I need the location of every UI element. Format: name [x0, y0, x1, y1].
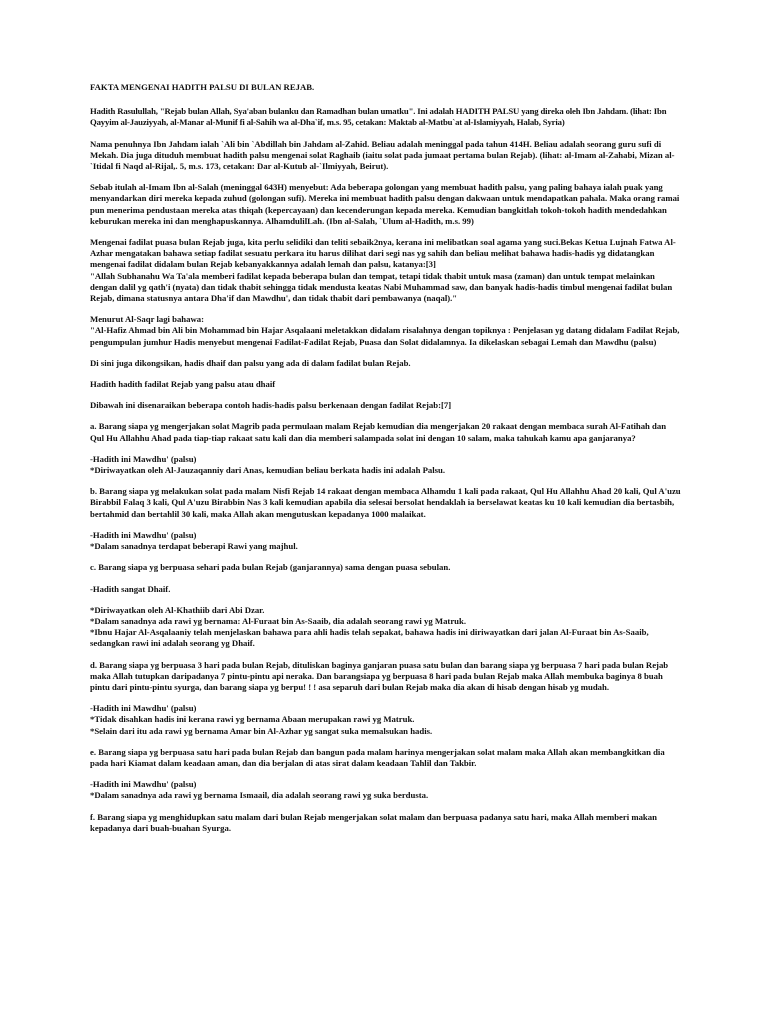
- document-title: FAKTA MENGENAI HADITH PALSU DI BULAN REJAB.: [90, 82, 315, 92]
- list-item: a. Barang siapa yg mengerjakan solat Magrib pada permulaan malam Rejab kemudian dia mengerjakan 20 rakaat dengan membaca surah Al-Fatihah dan Qul Hu Allahhu Ahad pada tiap-tiap rakaat satu kali dan dia memberi salampada solat ini dengan 10 salam, maka tahukah kamu apa ganjaranya?: [90, 421, 667, 443]
- list-item: f. Barang siapa yg menghidupkan satu malam dari bulan Rejab mengerjakan solat malam dan berpuasa padanya satu hari, maka Allah memberi makan kepadanya dari buah-buahan Syurga.: [90, 811, 657, 833]
- paragraph: Hadith Rasulullah, "Rejab bulan Allah, Sya'aban bulanku dan Ramadhan bulan umatku". Ini adalah HADITH PALSU yang direka oleh Ibn Jahdam. (lihat: Ibn Qayyim al-Jauziyyah, al-Manar al-Munif fi al-Sahih wa al-Dha`if, m.s. 95, cetakan: Maktab al-Matbu`at al-Islamiyyah, Halab, Syria): [90, 106, 667, 128]
- paragraph: Di sini juga dikongsikan, hadis dhaif dan palsu yang ada di dalam fadilat bulan Rejab.: [90, 357, 411, 368]
- paragraph: Dibawah ini disenaraikan beberapa contoh hadis-hadis palsu berkenaan dengan fadilat Rejab:[7]: [90, 400, 452, 411]
- list-item: e. Barang siapa yg berpuasa satu hari pada bulan Rejab dan bangun pada malam harinya mengerjakan solat malam maka Allah akan membangkitkan dia pada hari Kiamat dalam keadaan aman, dan dia berjalan di atas sirat dalam keadaan Tahlil dan Takbir.: [90, 746, 665, 768]
- section-heading: Hadith hadith fadilat Rejab yang palsu atau dhaif: [90, 379, 276, 390]
- document-body: [90, 82, 682, 844]
- list-item: d. Barang siapa yg berpuasa 3 hari pada bulan Rejab, dituliskan baginya ganjaran puasa satu bulan dan barang siapa yg berpuasa 7 hari pada bulan Rejab maka Allah tutupkan daripadanya 7 pintu-pintu api neraka. Dan barangsiapa yg berpuasa 8 hari pada bulan Rejab maka Allah membuka baginya 8 buah pintu dari pintu-pintu syurga, dan barang siapa yg berpu! ! ! asa separuh dari bulan Rejab maka dia akan di hisab dengan hisab yg mudah.: [90, 659, 669, 692]
- paragraph: Sebab itulah al-Imam Ibn al-Salah (meninggal 643H) menyebut: Ada beberapa golongan yang membuat hadith palsu, yang paling bahaya ialah puak yang menyandarkan diri mereka kepada zuhud (golongan sufi). Mereka ini membuat hadith palsu dengan dakwaan untuk mendapatkan pahala. Maka orang ramai pun menerima pendustaan mereka atas thiqah (kepercayaan) dan kecenderungan kepada mereka. Kemudian bangkitlah tokoh-tokoh hadith mendedahkan keburukan mereka ini dan menghapuskannya. AlhamdulilLah. (Ibn al-Salah, `Ulum al-Hadith, m.s. 99): [90, 182, 680, 226]
- hadith-status: -Hadith ini Mawdhu' (palsu) *Dalam sanadnya ada rawi yg bernama Ismaail, dia adalah seorang rawi yg suka berdusta.: [90, 779, 429, 801]
- paragraph: Menurut Al-Saqr lagi bahawa: "Al-Hafiz Ahmad bin Ali bin Mohammad bin Hajar Asqalaani meletakkan didalam risalahnya dengan topiknya : Penjelasan yg datang didalam Fadilat Rejab, pengumpulan jumhur Hadis menyebut mengenai Fadilat-Fadilat Rejab, Puasa dan Solat didalamnya. Ia dikelaskan sebagai Lemah dan Mawdhu (palsu): [90, 314, 680, 347]
- paragraph: Nama penuhnya Ibn Jahdam ialah `Ali bin `Abdillah bin Jahdam al-Zahid. Beliau adalah meninggal pada tahun 414H. Beliau adalah seorang guru sufi di Mekah. Dia juga dituduh membuat hadith palsu mengenai solat Raghaib (iaitu solat pada jumaat pertama bulan Rejab). (lihat: al-Imam al-Zahabi, Mizan al-`Itidal fi Naqd al-Rijal,. 5, m.s. 173, cetakan: Dar al-Kutub al-`Ilmiyyah, Beirut).: [90, 138, 675, 172]
- paragraph: Mengenai fadilat puasa bulan Rejab juga, kita perlu selidiki dan teliti sebaik2nya, kerana ini melibatkan soal agama yang suci.Bekas Ketua Lujnah Fatwa Al-Azhar mengatakan bahawa setiap fadilat sesuatu perkara itu harus dilihat dari segi nas yg sahih dan beliau melihat bahawa hadis-hadis yg didatangkan mengenai fadilat didalam bulan Rejab kebanyakkannya adalah lemah dan palsu, katanya:[3] "Allah Subhanahu Wa Ta'ala memberi fadilat kepada beberapa bulan dan tempat, tetapi tidak thabit untuk masa (zaman) dan untuk tempat melainkan dengan dalil yg qath'i (nyata) dan tidak thabit sehingga tidak mendusta keatas Nabi Muhammad saw, dan banyak hadis-hadis timbul mengenai fadilat bulan Rejab, dimana statusnya antara Dha'if dan Mawdhu', dan tidak thabit dari pembawanya (naqal).": [90, 237, 676, 304]
- hadith-status: -Hadith ini Mawdhu' (palsu) *Tidak disahkan hadis ini kerana rawi yg bernama Abaan merupakan rawi yg Matruk. *Selain dari itu ada rawi yg bernama Amar bin Al-Azhar yg sangat suka memalsukan hadis.: [90, 703, 433, 736]
- hadith-notes: *Diriwayatkan oleh Al-Khathiib dari Abi Dzar. *Dalam sanadnya ada rawi yg bernama: Al-Furaat bin As-Saaib, dia adalah seorang rawi yg Matruk. *Ibnu Hajar Al-Asqalaaniy telah menjelaskan bahawa para ahli hadis telah sepakat, bahawa hadis ini diriwayatkan dari jalan Al-Furaat bin As-Saaib, sedangkan rawi ini adalah seorang yg Dhaif.: [90, 604, 649, 649]
- list-item: b. Barang siapa yg melakukan solat pada malam Nisfi Rejab 14 rakaat dengan membaca Alhamdu 1 kali pada rakaat, Qul Hu Allahhu Ahad 20 kali, Qul A'uzu Birabbil Falaq 3 kali, Qul A'uzu Birabbin Nas 3 kali kemudian apabila dia selesai bersolat hendaklah ia berselawat keatas ku 10 kali kemudian dia bertasbih, bertahmid dan bertahlil 30 kali, maka Allah akan mengutuskan kepadanya 1000 malaikat.: [90, 486, 681, 519]
- hadith-status: -Hadith sangat Dhaif.: [90, 583, 171, 594]
- hadith-status: -Hadith ini Mawdhu' (palsu) *Dalam sanadnya terdapat beberapi Rawi yang majhul.: [90, 529, 298, 552]
- list-item: c. Barang siapa yg berpuasa sehari pada bulan Rejab (ganjarannya) sama dengan puasa sebulan.: [90, 562, 451, 573]
- hadith-status: -Hadith ini Mawdhu' (palsu) *Diriwayatkan oleh Al-Jauzaqanniy dari Anas, kemudian beliau berkata hadis ini adalah Palsu.: [90, 453, 446, 476]
